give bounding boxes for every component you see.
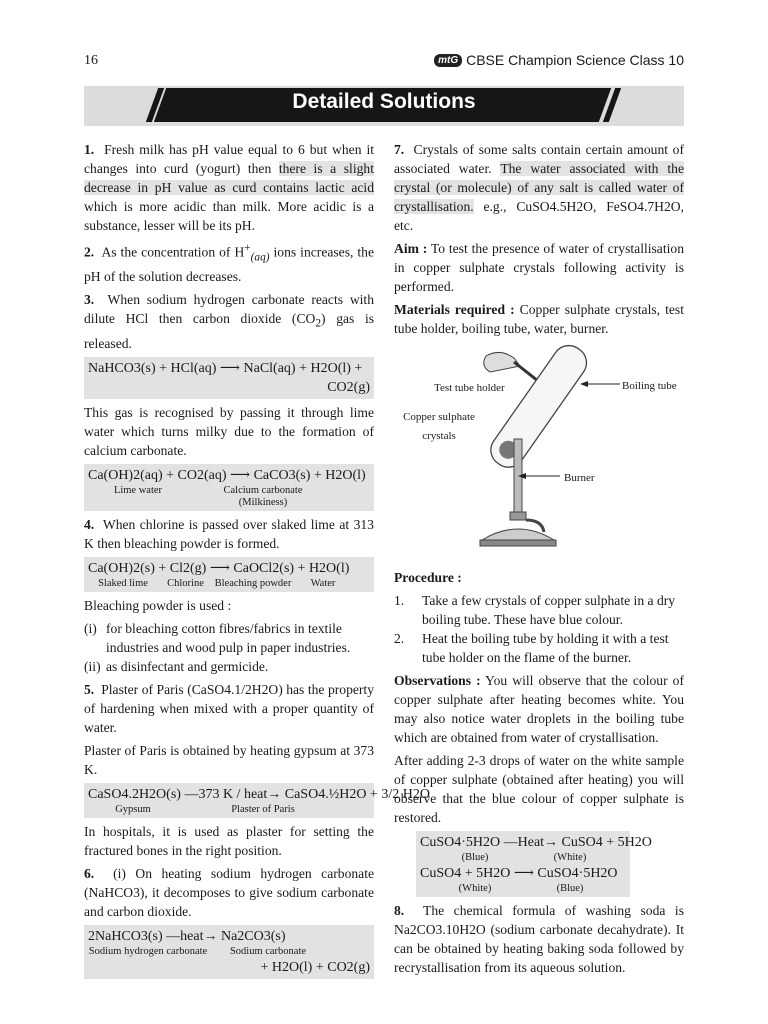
observations-restore: After adding 2-3 drops of water on the white sample of copper sulphate (obtained after heating) you will observe that the blue colour of copper sulphate is restored. — [394, 753, 684, 825]
bleaching-uses-list — [84, 619, 374, 676]
answer-4: 4. When chlorine is passed over slaked lime at 313 K then bleaching powder is formed. — [84, 516, 374, 551]
procedure-list — [394, 591, 684, 667]
answer-5: 5. Plaster of Paris (CaSO4.1/2H2O) has the property of hardening when mixed with a proper quantity of water. — [84, 681, 374, 735]
materials: Materials required : Copper sulphate crystals, test tube holder, boiling tube, water, burner. — [394, 302, 684, 336]
label-boiling-tube: Boiling tube — [622, 380, 677, 392]
equation-bleaching: Ca(OH)2(s) + Cl2(g) ⟶ CaOCl2(s) + H2O(l) Slaked lime Chlorine Bleaching powder Water — [84, 557, 374, 592]
equation-limewater: Ca(OH)2(aq) + CO2(aq) ⟶ CaCO3(s) + H2O(l) Lime water Calcium carbonate (Milkiness) — [84, 464, 374, 511]
list-item: 1. Take a few crystals of copper sulphate in a dry boiling tube. These have blue colour. — [394, 593, 676, 627]
answer-2: 2. As the concentration of $H^+_{(aq)}$ ions increases, the pH of the solution decreases. — [84, 242, 374, 285]
limewater-text: This gas is recognised by passing it through lime water which turns milky due to the formation of calcium carbonate. — [84, 404, 374, 458]
answer-8: 8. The chemical formula of washing soda is Na2CO3.10H2O (sodium carbonate decahydrate). It can be obtained by heating baking soda followed by recrystallisation from its aqueous solution. — [394, 903, 684, 975]
equation-plaster: CaSO4.2H2O(s) —373 K / heat→ CaSO4.½H2O + 3/2 H2O Gypsum Plaster of Paris — [84, 783, 374, 818]
list-item: (ii) as disinfectant and germicide. — [84, 658, 269, 674]
equation-nahco3-hcl: NaHCO3(s) + HCl(aq) ⟶ NaCl(aq) + H2O(l) + CO2(g) — [84, 357, 374, 399]
equation-baking-soda: 2NaHCO3(s) —heat→ Na2CO3(s) Sodium hydrogen carbonate Sodium carbonate + H2O(l) + CO2(g) — [84, 925, 374, 979]
answer-1: 1. Fresh milk has pH value equal to 6 but when it changes into curd (yogurt) then there is a slight decrease in pH value as curd contains lactic acid which is more acidic than milk. More acidic is a substance, lesser will be its pH. — [84, 142, 375, 233]
pop-preparation-text: Plaster of Paris is obtained by heating gypsum at 373 K. — [84, 742, 374, 777]
publisher-logo: mtG — [434, 54, 462, 67]
equations-copper-sulphate: CuSO4·5H2O —Heat→ CuSO4 + 5H2O (Blue) (White) CuSO4 + 5H2O ⟶ CuSO4·5H2O (White) (Blue) — [416, 831, 630, 897]
section-banner — [84, 86, 684, 126]
list-item: (i) for bleaching cotton fibres/fabrics in textile industries and wood pulp in paper industries. — [84, 620, 351, 655]
apparatus-illustration — [394, 344, 684, 554]
book-title: CBSE Champion Science Class 10 — [466, 52, 684, 68]
label-test-tube-holder: Test tube holder — [434, 382, 505, 394]
running-header — [434, 52, 684, 68]
answer-7: 7. Crystals of some salts contain certain amount of associated water. The water associated with the crystal (or molecule) of any salt is called water of crystallisation. e.g., CuSO4.5H2O, FeSO4.7H2O, etc. — [394, 142, 684, 233]
answer-6: 6. (i) On heating sodium hydrogen carbonate (NaHCO3), it decomposes to give sodium carbonate and carbon dioxide. — [84, 865, 375, 919]
observations: Observations : You will observe that the colour of copper sulphate after heating becomes white. You may also notice water droplets in the boiling tube which are obtained from water of crystallisation. — [394, 673, 684, 745]
procedure-title: Procedure : — [394, 570, 462, 585]
page-number: 16 — [84, 53, 98, 68]
pop-use-text: In hospitals, it is used as plaster for setting the fractured bones in the right position. — [84, 823, 374, 858]
label-copper-sulphate: Copper sulphate crystals — [403, 411, 475, 442]
apparatus-diagram — [394, 344, 684, 554]
bleaching-uses-intro: Bleaching powder is used : — [84, 597, 232, 613]
right-column — [394, 140, 684, 981]
label-burner: Burner — [564, 472, 595, 484]
section-title: Detailed Solutions — [292, 90, 476, 113]
list-item: 2. Heat the boiling tube by holding it with a test tube holder on the flame of the burner. — [394, 631, 669, 665]
answer-3: 3. When sodium hydrogen carbonate reacts with dilute HCl then carbon dioxide $(CO_2)$ gas is released. — [84, 292, 375, 351]
aim: Aim : To test the presence of water of crystallisation in copper sulphate crystals following activity is performed. — [394, 241, 684, 294]
